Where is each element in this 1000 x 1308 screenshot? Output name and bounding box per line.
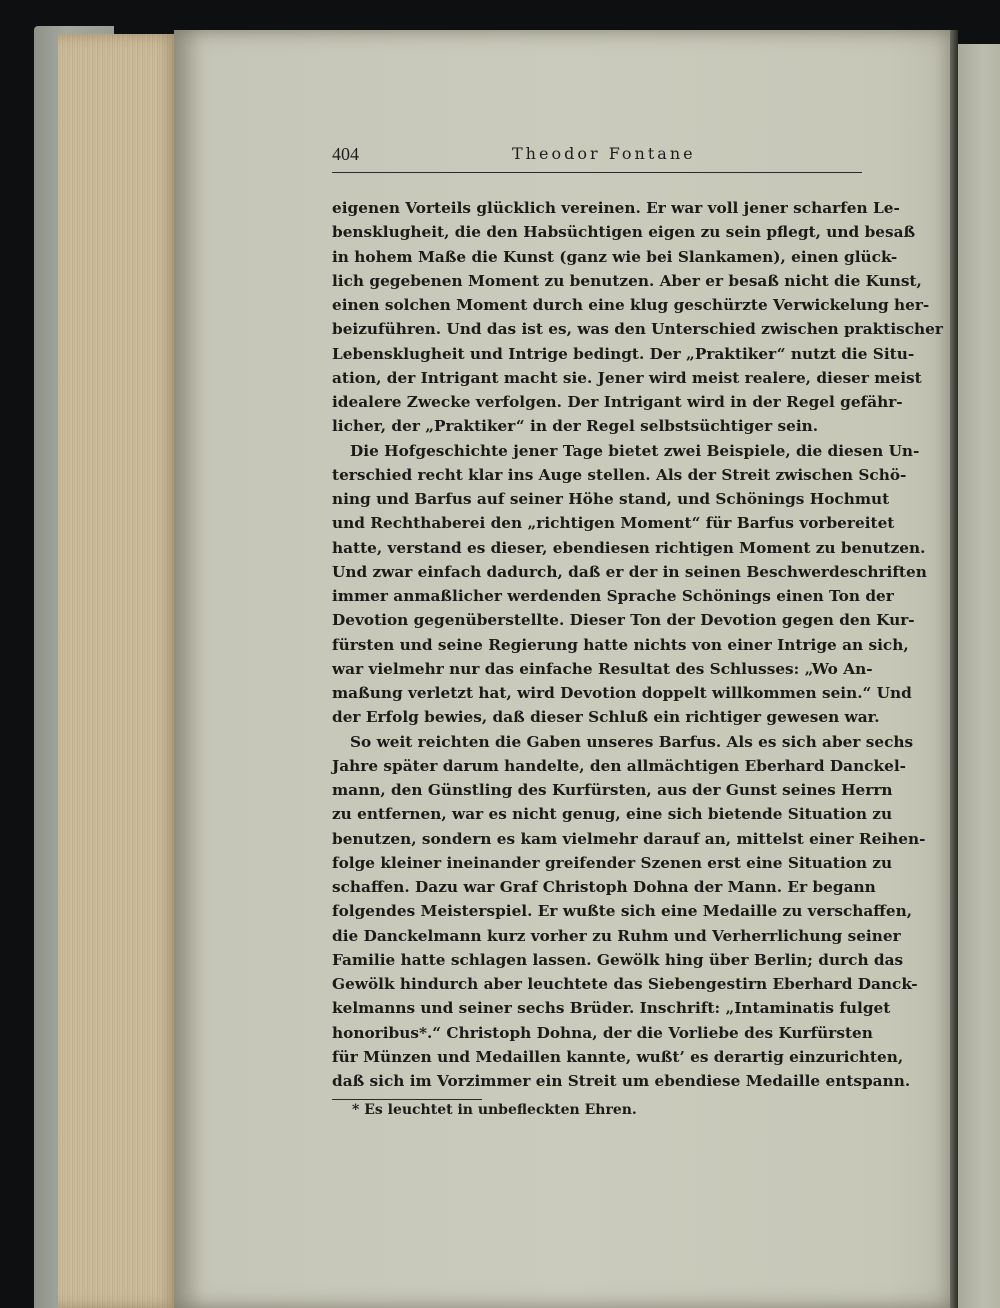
text-line: maßung verletzt hat, wird Devotion doppelt willkommen sein.“ Und: [332, 684, 912, 702]
text-line: Lebensklugheit und Intrige bedingt. Der „Praktiker“ nutzt die Situ-: [332, 344, 915, 363]
text-line: lich gegebenen Moment zu benutzen. Aber er besaß nicht die Kunst,: [332, 271, 922, 290]
text-line: für Münzen und Medaillen kannte, wußt’ es derartig einzurichten,: [332, 1047, 904, 1066]
text-line: war vielmehr nur das einfache Resultat des Schlusses: „Wo An-: [332, 659, 873, 678]
body-text: [332, 196, 943, 1093]
text-line: idealere Zwecke verfolgen. Der Intrigant wird in der Regel gefähr-: [332, 393, 903, 411]
text-line: Devotion gegenüberstellte. Dieser Ton der Devotion gegen den Kur-: [332, 611, 915, 630]
footnote: * Es leuchtet in unbefleckten Ehren.: [352, 1102, 637, 1118]
text-line: ation, der Intrigant macht sie. Jener wird meist realere, dieser meist: [332, 368, 922, 387]
text-line: in hohem Maße die Kunst (ganz wie bei Slankamen), einen glück-: [332, 247, 898, 266]
text-line: eigenen Vorteils glücklich vereinen. Er war voll jener scharfen Le-: [332, 199, 900, 217]
text-line: daß sich im Vorzimmer ein Streit um ebendiese Medaille entspann.: [332, 1072, 911, 1090]
text-line: hatte, verstand es dieser, ebendiesen richtigen Moment zu benutzen.: [332, 538, 926, 557]
running-head: [332, 142, 862, 173]
text-line: Gewölk hindurch aber leuchtete das Siebengestirn Eberhard Danck-: [332, 975, 918, 993]
text-line: die Danckelmann kurz vorher zu Ruhm und Verherrlichung seiner: [332, 926, 901, 945]
facing-page-edge: [958, 44, 1000, 1308]
text-line: honoribus*.“ Christoph Dohna, der die Vorliebe des Kurfürsten: [332, 1023, 873, 1042]
text-line: folgendes Meisterspiel. Er wußte sich eine Medaille zu verschaffen,: [332, 902, 913, 921]
text-line: ning und Barfus auf seiner Höhe stand, und Schönings Hochmut: [332, 490, 890, 508]
text-line: Und zwar einfach dadurch, daß er der in seinen Beschwerdeschriften: [332, 562, 927, 581]
book-gutter: [950, 30, 958, 1308]
text-line: benutzen, sondern es kam vielmehr darauf an, mittelst einer Reihen-: [332, 829, 926, 848]
text-line: folge kleiner ineinander greifender Szenen erst eine Situation zu: [332, 853, 893, 872]
text-line: licher, der „Praktiker“ in der Regel selbstsüchtiger sein.: [332, 417, 819, 436]
text-line: schaffen. Dazu war Graf Christoph Dohna der Mann. Er begann: [332, 878, 876, 896]
text-line: bensklugheit, die den Habsüchtigen eigen zu sein pflegt, und besaß: [332, 223, 916, 242]
text-line: beizuführen. Und das ist es, was den Unterschied zwischen praktischer: [332, 320, 943, 339]
text-line: Familie hatte schlagen lassen. Gewölk hing über Berlin; durch das: [332, 950, 904, 969]
text-line: Jahre später darum handelte, den allmächtigen Eberhard Danckel-: [332, 756, 906, 775]
text-line: Die Hofgeschichte jener Tage bietet zwei Beispiele, die diesen Un-: [350, 441, 920, 460]
text-line: terschied recht klar ins Auge stellen. Als der Streit zwischen Schö-: [332, 465, 907, 484]
text-line: fürsten und seine Regierung hatte nichts von einer Intrige an sich,: [332, 635, 909, 654]
footnote-rule: [332, 1099, 482, 1100]
text-line: kelmanns und seiner sechs Brüder. Inschrift: „Intaminatis fulget: [332, 999, 891, 1018]
page-block-edges: [58, 34, 180, 1308]
page-number: 404: [332, 144, 359, 164]
text-line: zu entfernen, war es nicht genug, eine sich bietende Situation zu: [332, 805, 893, 824]
running-title: Theodor Fontane: [512, 144, 696, 163]
text-line: einen solchen Moment durch eine klug geschürzte Verwickelung her-: [332, 296, 930, 314]
text-line: immer anmaßlicher werdenden Sprache Schönings einen Ton der: [332, 587, 894, 605]
text-line: mann, den Günstling des Kurfürsten, aus der Gunst seines Herrn: [332, 781, 893, 799]
text-line: So weit reichten die Gaben unseres Barfus. Als es sich aber sechs: [350, 732, 914, 751]
text-line: und Rechthaberei den „richtigen Moment“ für Barfus vorbereitet: [332, 514, 895, 533]
text-line: der Erfolg bewies, daß dieser Schluß ein richtiger gewesen war.: [332, 708, 880, 727]
